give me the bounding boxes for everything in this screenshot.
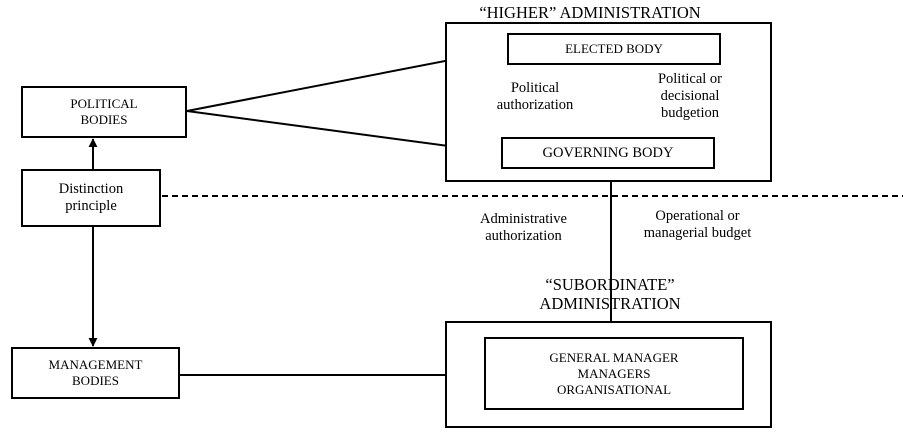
political-authorization-line2: authorization xyxy=(496,97,574,114)
subordinate-administration-title xyxy=(510,275,710,314)
political-budgetion-line3: budgetion xyxy=(661,105,719,122)
administrative-authorization-line1: Administrative xyxy=(480,211,567,227)
governing-body-label: GOVERNING BODY xyxy=(542,144,674,161)
operational-budget-line1: Operational or xyxy=(655,208,740,224)
general-manager-line2: MANAGERS xyxy=(577,365,651,381)
distinction-principle-box xyxy=(21,169,161,227)
elected-body-box xyxy=(507,33,721,65)
administrative-authorization-line2: authorization xyxy=(485,228,562,245)
management-bodies-box xyxy=(11,347,180,399)
general-manager-line3: ORGANISATIONAL xyxy=(556,381,672,397)
operational-budget-line2: managerial budget xyxy=(643,225,752,242)
elected-body-label: ELECTED BODY xyxy=(565,41,663,56)
higher-administration-title: “HIGHER” ADMINISTRATION xyxy=(479,3,701,22)
administrative-authorization-label xyxy=(456,211,591,245)
subordinate-title-line1: “SUBORDINATE” xyxy=(545,275,675,294)
political-authorization-label xyxy=(475,80,595,114)
political-budgetion-line2: decisional xyxy=(660,88,720,105)
management-bodies-line2: BODIES xyxy=(72,373,119,388)
governing-body-box xyxy=(501,137,715,169)
operational-budget-label xyxy=(620,208,775,242)
political-bodies-line2: BODIES xyxy=(80,112,128,127)
subordinate-title-line2: ADMINISTRATION xyxy=(539,294,681,314)
political-budgetion-label xyxy=(630,71,750,122)
distinction-principle-line2: principle xyxy=(65,198,117,214)
political-authorization-line1: Political xyxy=(510,80,560,96)
political-bodies-box xyxy=(21,86,187,138)
political-budgetion-line1: Political or xyxy=(657,71,723,87)
political-bodies-line1: POLITICAL xyxy=(70,96,138,111)
general-manager-box xyxy=(484,337,744,410)
general-manager-line1: GENERAL MANAGER xyxy=(549,349,679,365)
distinction-principle-line1: Distinction xyxy=(58,181,124,197)
management-bodies-line1: MANAGEMENT xyxy=(48,357,143,372)
